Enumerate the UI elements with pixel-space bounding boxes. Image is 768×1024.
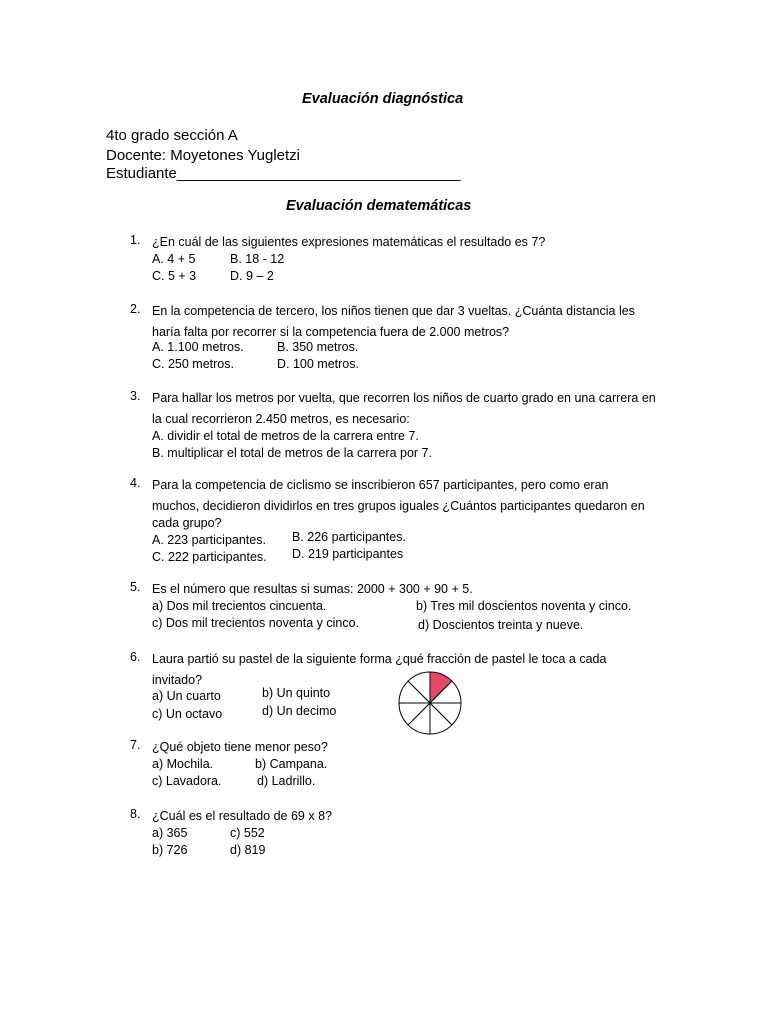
option-c: c) Lavadora. bbox=[152, 774, 222, 788]
question-number: 4. bbox=[130, 476, 141, 490]
option-a: a) Dos mil trecientos cincuenta. bbox=[152, 599, 327, 613]
option-c: C. 222 participantes. bbox=[152, 550, 267, 564]
option-b: B. 350 metros. bbox=[277, 340, 359, 354]
question-text-line-1: Para la competencia de ciclismo se inscribieron 657 participantes, pero como eran bbox=[152, 478, 609, 492]
option-b: b) 726 bbox=[152, 843, 188, 857]
document-title: Evaluación diagnóstica bbox=[302, 91, 464, 107]
option-b: B. 18 - 12 bbox=[230, 252, 285, 266]
option-c: c) Un octavo bbox=[152, 707, 223, 721]
question-text-line-1: Laura partió su pastel de la siguiente forma ¿qué fracción de pastel le toca a cada bbox=[152, 652, 607, 666]
option-b: b) Campana. bbox=[255, 757, 328, 771]
section-subtitle: Evaluación dematemáticas bbox=[286, 198, 472, 214]
question-text-line-2: haría falta por recorrer si la competencia fuera de 2.000 metros? bbox=[152, 325, 510, 339]
option-d: d) Doscientos treinta y nueve. bbox=[418, 618, 584, 632]
question-text-line-2: la cual recorrieron 2.450 metros, es necesario: bbox=[152, 412, 410, 426]
question-number: 6. bbox=[130, 650, 141, 664]
question-text-line-3: cada grupo? bbox=[152, 516, 222, 530]
option-c: c) 552 bbox=[230, 826, 265, 840]
question-number: 5. bbox=[130, 580, 141, 594]
question-text-line-2: muchos, decidieron dividirlos en tres grupos iguales ¿Cuántos participantes quedaron en bbox=[152, 499, 645, 513]
option-d: d) Un decimo bbox=[262, 704, 337, 718]
option-c: C. 5 + 3 bbox=[152, 269, 197, 283]
option-c: C. 250 metros. bbox=[152, 357, 234, 371]
question-number: 2. bbox=[130, 302, 141, 316]
option-a: a) 365 bbox=[152, 826, 188, 840]
option-b: B. 226 participantes. bbox=[292, 530, 406, 544]
option-d: d) Ladrillo. bbox=[257, 774, 316, 788]
grade-section: 4to grado sección A bbox=[106, 127, 238, 144]
option-d: D. 100 metros. bbox=[277, 357, 359, 371]
question-text: ¿Qué objeto tiene menor peso? bbox=[152, 740, 328, 754]
cake-fraction-diagram bbox=[397, 670, 463, 736]
option-d: D. 219 participantes bbox=[292, 547, 404, 561]
question-text-line-1: Para hallar los metros por vuelta, que recorren los niños de cuarto grado en una carrera en bbox=[152, 391, 656, 405]
option-a: A. 223 participantes. bbox=[152, 533, 266, 547]
option-c: c) Dos mil trecientos noventa y cinco. bbox=[152, 616, 360, 630]
question-number: 3. bbox=[130, 389, 141, 403]
question-text-line-2: invitado? bbox=[152, 673, 203, 687]
question-text: Es el número que resultas si sumas: 2000 + 300 + 90 + 5. bbox=[152, 582, 473, 596]
option-a: a) Mochila. bbox=[152, 757, 214, 771]
option-b: b) Tres mil doscientos noventa y cinco. bbox=[416, 599, 632, 613]
option-a: A. 1.100 metros. bbox=[152, 340, 244, 354]
question-number: 1. bbox=[130, 233, 141, 247]
question-number: 8. bbox=[130, 807, 141, 821]
question-number: 7. bbox=[130, 738, 141, 752]
option-d: d) 819 bbox=[230, 843, 266, 857]
option-a: A. dividir el total de metros de la carrera entre 7. bbox=[152, 429, 419, 443]
question-text: ¿Cuál es el resultado de 69 x 8? bbox=[152, 809, 332, 823]
question-text: ¿En cuál de las siguientes expresiones matemáticas el resultado es 7? bbox=[152, 235, 546, 249]
option-b: b) Un quinto bbox=[262, 686, 331, 700]
teacher-name: Docente: Moyetones Yugletzi bbox=[106, 147, 301, 164]
option-d: D. 9 – 2 bbox=[230, 269, 274, 283]
question-text-line-1: En la competencia de tercero, los niños tienen que dar 3 vueltas. ¿Cuánta distancia les bbox=[152, 304, 635, 318]
option-b: B. multiplicar el total de metros de la carrera por 7. bbox=[152, 446, 432, 460]
option-a: A. 4 + 5 bbox=[152, 252, 196, 266]
option-a: a) Un cuarto bbox=[152, 689, 221, 703]
student-name-line: Estudiante__________________________________ bbox=[106, 165, 461, 182]
